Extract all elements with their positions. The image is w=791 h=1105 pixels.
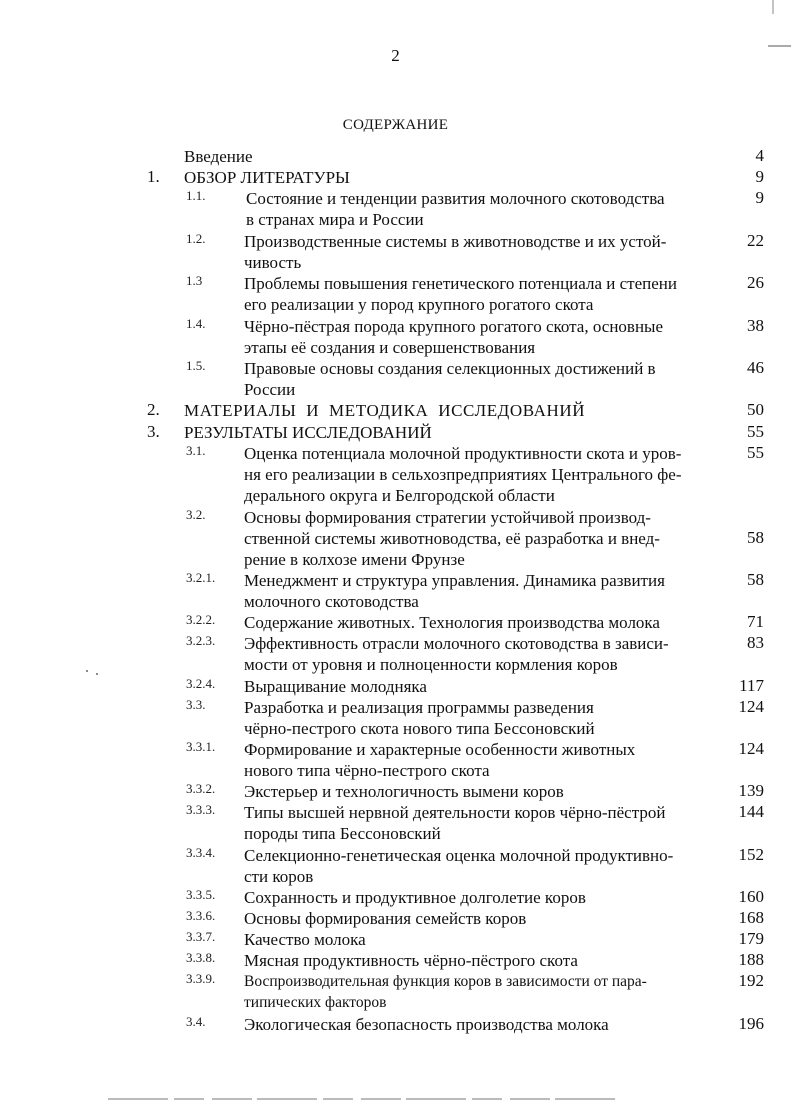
entry-number: 3. xyxy=(147,422,160,441)
entry-number: 1.1. xyxy=(186,188,206,203)
entry-number: 3.3.6. xyxy=(186,908,216,923)
entry-page: 144 xyxy=(738,802,764,821)
entry-title: Селекционно-генетическая оценка молочной продуктивно- сти коров xyxy=(244,846,674,886)
entry-page: 179 xyxy=(738,929,764,948)
entry-page: 4 xyxy=(755,146,764,165)
entry-number: 3.3.7. xyxy=(186,929,216,944)
entry-number: 3.3.1. xyxy=(186,739,216,754)
entry-number: 1.2. xyxy=(186,231,206,246)
entry-title: Воспроизводительная функция коров в зависимости от пара- типических факторов xyxy=(244,973,647,1011)
entry-page: 124 xyxy=(738,697,764,716)
toc-title: СОДЕРЖАНИЕ xyxy=(342,117,449,133)
entry-title: Эффективность отрасли молочного скотоводства в зависи- мости от уровня и полноценности кормления коров xyxy=(244,634,669,674)
entry-number: 3.2.2. xyxy=(186,612,216,627)
entry-title: Выращивание молодняка xyxy=(244,677,427,696)
entry-title: Оценка потенциала молочной продуктивности скота и уров- ня его реализации в сельхозпредприятиях Центрального фе- дерального округа и Белгородской области xyxy=(244,444,682,505)
entry-title: МАТЕРИАЛЫ И МЕТОДИКА ИССЛЕДОВАНИЙ xyxy=(184,401,586,420)
entry-number: 3.3. xyxy=(186,697,206,712)
entry-page: 50 xyxy=(747,400,764,419)
entry-number: 3.3.5. xyxy=(186,887,216,902)
entry-number: 3.3.8. xyxy=(186,950,216,965)
entry-title: Проблемы повышения генетического потенциала и степени его реализации у пород крупного рогатого скота xyxy=(244,274,677,314)
entry-page: 55 xyxy=(747,422,764,441)
entry-number: 3.2.1. xyxy=(186,570,216,585)
entry-number: 1. xyxy=(147,167,160,186)
entry-page: 188 xyxy=(738,950,764,969)
entry-page: 168 xyxy=(738,908,764,927)
entry-page: 139 xyxy=(738,781,764,800)
entry-number: 3.4. xyxy=(186,1014,206,1029)
entry-page: 58 xyxy=(747,528,764,547)
entry-number: 3.1. xyxy=(186,443,206,458)
entry-number: 1.4. xyxy=(186,316,206,331)
entry-page: 83 xyxy=(747,633,764,652)
entry-page: 196 xyxy=(738,1014,764,1033)
entry-number: 3.3.4. xyxy=(186,845,216,860)
entry-page: 152 xyxy=(738,845,764,864)
entry-page: 124 xyxy=(738,739,764,758)
entry-number: 2. xyxy=(147,400,160,419)
entry-title: Содержание животных. Технология производства молока xyxy=(244,613,660,632)
entry-page: 55 xyxy=(747,443,764,462)
entry-title: Экстерьер и технологичность вымени коров xyxy=(244,782,564,801)
entry-number: 1.5. xyxy=(186,358,206,373)
entry-page: 71 xyxy=(747,612,764,631)
entry-title: Правовые основы создания селекционных достижений в России xyxy=(244,359,656,399)
entry-number: 3.3.9. xyxy=(186,971,216,986)
entry-title: ОБЗОР ЛИТЕРАТУРЫ xyxy=(184,168,350,187)
entry-title: Производственные системы в животноводстве и их устой- чивость xyxy=(244,232,667,272)
entry-title: Основы формирования стратегии устойчивой производ- ственной системы животноводства, её разработка и внед- рение в колхозе имени Фрунзе xyxy=(244,508,660,569)
entry-page: 46 xyxy=(747,358,764,377)
entry-title: Менеджмент и структура управления. Динамика развития молочного скотоводства xyxy=(244,571,665,611)
entry-title: РЕЗУЛЬТАТЫ ИССЛЕДОВАНИЙ xyxy=(184,423,432,442)
page-number: 2 xyxy=(391,46,400,65)
entry-number: 3.2. xyxy=(186,507,206,522)
entry-number: 3.2.4. xyxy=(186,676,216,691)
entry-title: Сохранность и продуктивное долголетие коров xyxy=(244,888,586,907)
entry-number: 3.3.3. xyxy=(186,802,216,817)
entry-page: 58 xyxy=(747,570,764,589)
entry-page: 38 xyxy=(747,316,764,335)
entry-number: 3.3.2. xyxy=(186,781,216,796)
entry-page: 9 xyxy=(755,188,764,207)
entry-title: Состояние и тенденции развития молочного скотоводства в странах мира и России xyxy=(246,189,665,229)
entry-page: 9 xyxy=(755,167,764,186)
entry-title: Типы высшей нервной деятельности коров чёрно-пёстрой породы типа Бессоновский xyxy=(244,803,666,843)
entry-title: Мясная продуктивность чёрно-пёстрого скота xyxy=(244,951,578,970)
entry-title: Формирование и характерные особенности животных нового типа чёрно-пестрого скота xyxy=(244,740,636,780)
entry-number: 3.2.3. xyxy=(186,633,216,648)
entry-page: 26 xyxy=(747,273,764,292)
entry-page: 117 xyxy=(739,676,764,695)
entry-title: Основы формирования семейств коров xyxy=(244,909,527,928)
entry-title: Чёрно-пёстрая порода крупного рогатого скота, основные этапы её создания и совершенствования xyxy=(244,317,664,357)
entry-title: Введение xyxy=(184,147,253,166)
entry-title: Разработка и реализация программы разведения чёрно-пестрого скота нового типа Бессоновский xyxy=(244,698,595,738)
entry-page: 22 xyxy=(747,231,764,250)
entry-number: 1.3 xyxy=(186,273,203,288)
entry-page: 192 xyxy=(738,971,764,990)
entry-page: 160 xyxy=(738,887,764,906)
entry-title: Экологическая безопасность производства молока xyxy=(244,1015,609,1034)
entry-title: Качество молока xyxy=(244,930,366,949)
